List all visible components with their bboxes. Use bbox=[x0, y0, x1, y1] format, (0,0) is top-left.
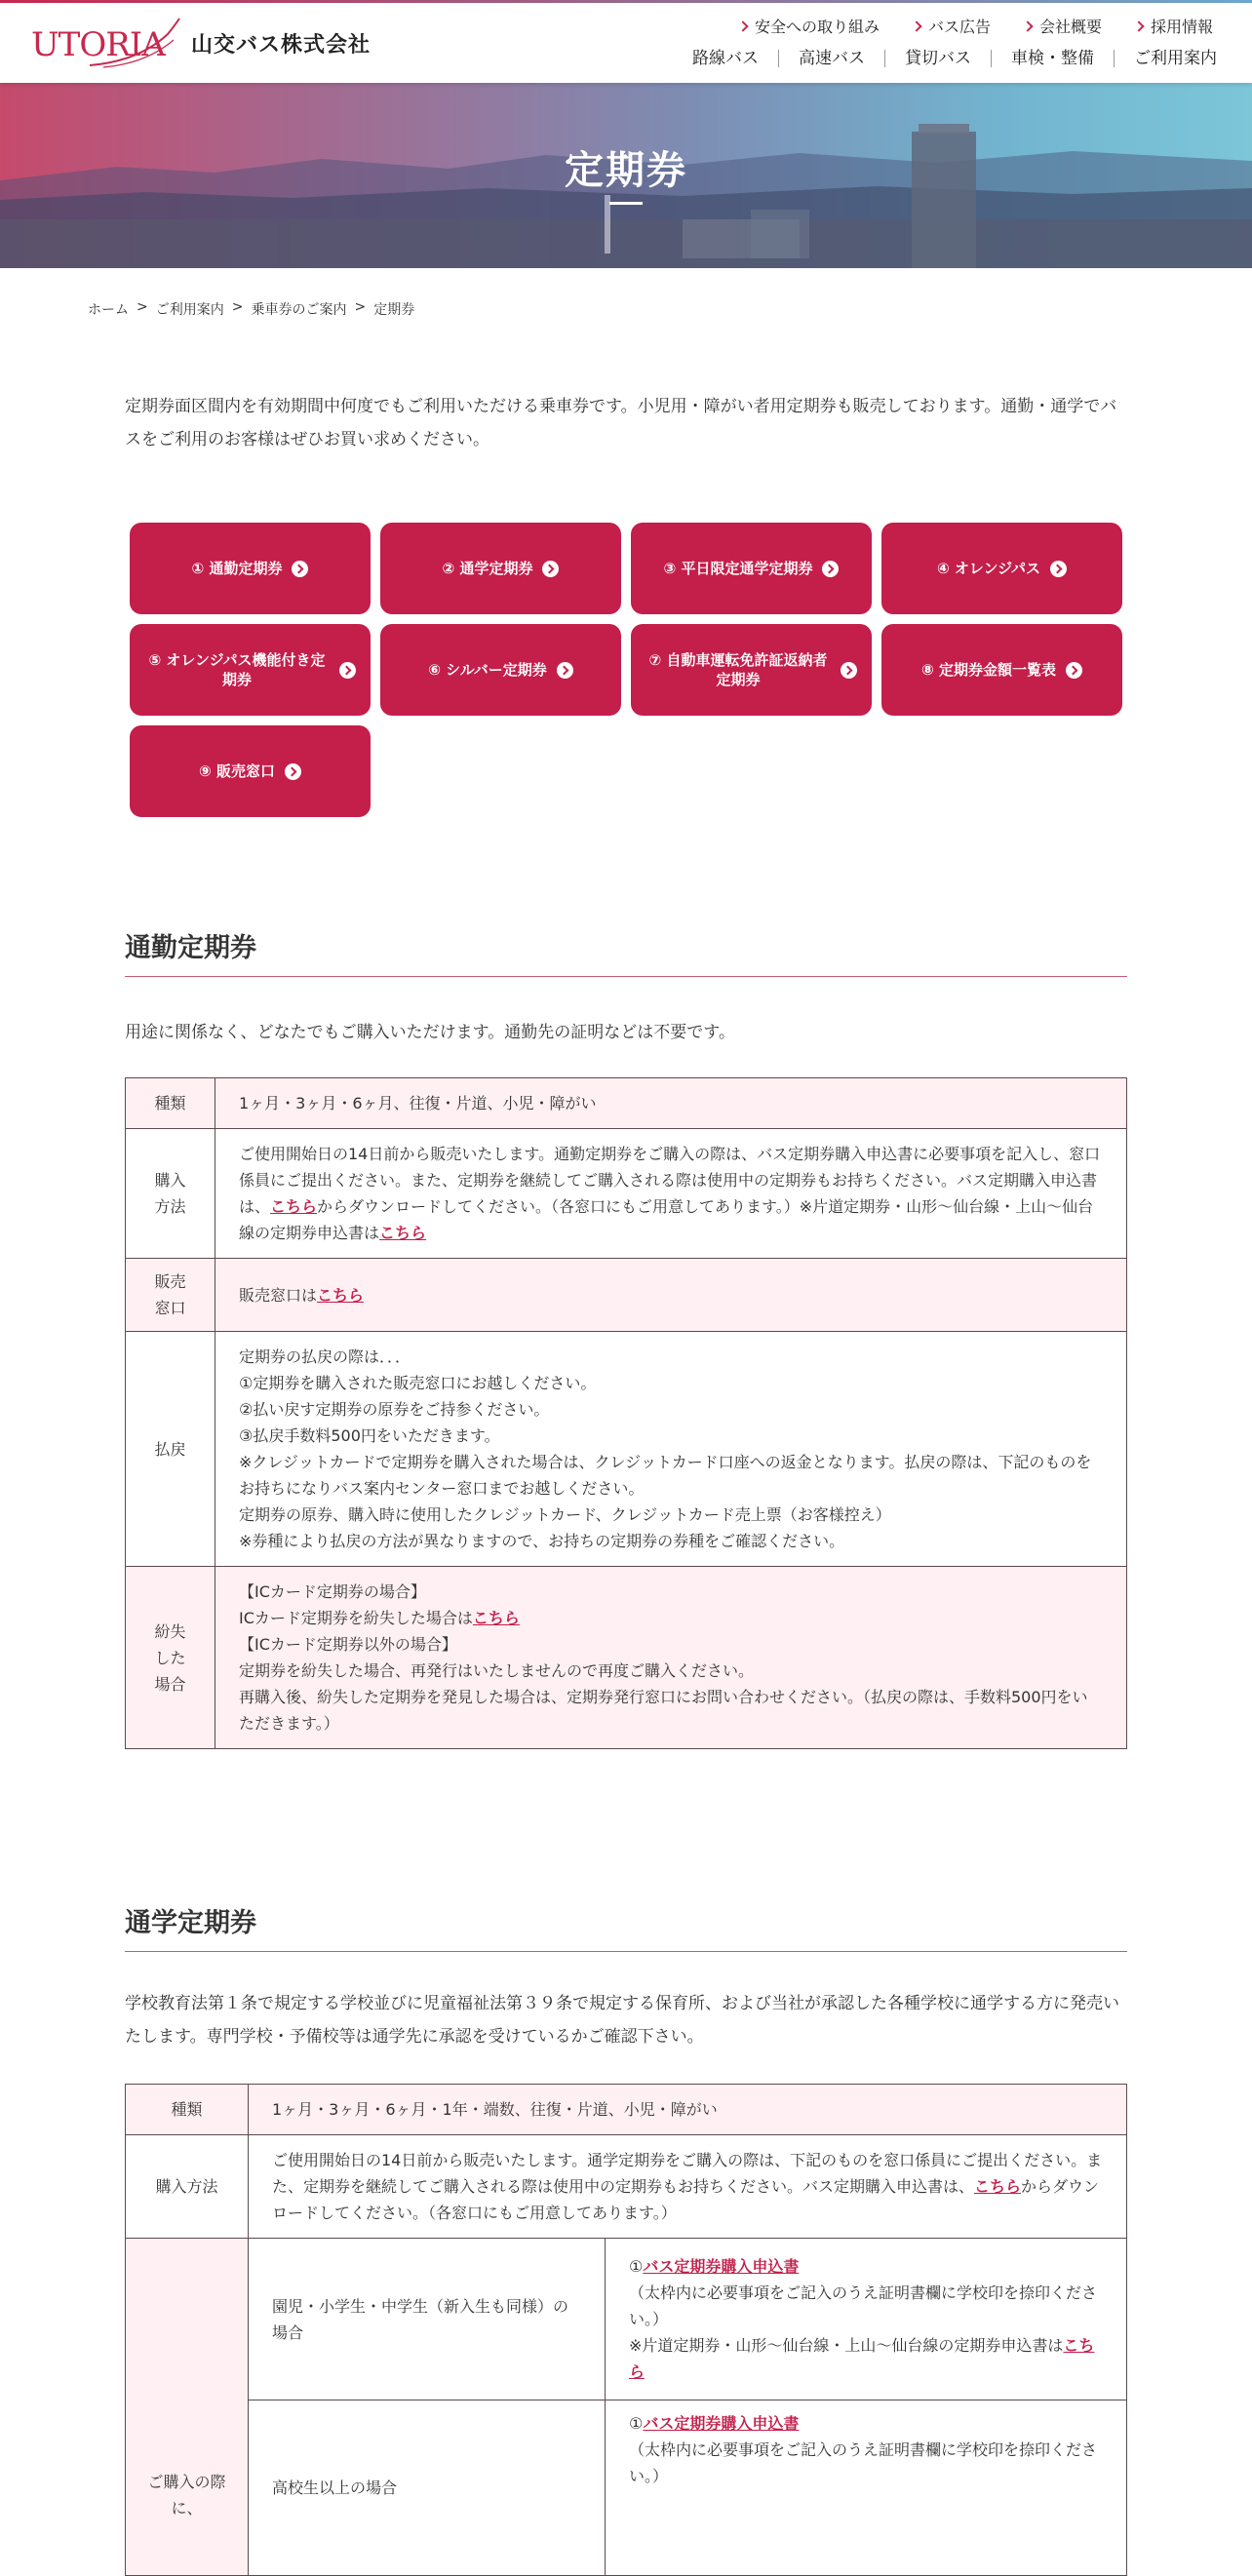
row-value-purchase bbox=[249, 2135, 1127, 2239]
row-value-refund bbox=[215, 1332, 1127, 1567]
page-title: 定期券 bbox=[565, 147, 687, 193]
intro-text: 定期券面区間内を有効期間中何度でもご利用いただける乗車券です。小児用・障がい者用定期券も販売しております。通勤・通学でバスをご利用のお客様はぜひお買い求めください。 bbox=[125, 397, 1117, 449]
purchase-form-link[interactable]: バス定期券購入申込書 bbox=[643, 2414, 800, 2433]
table-row bbox=[126, 2400, 1127, 2576]
button-label: ⑨ 販売窓口 bbox=[199, 762, 275, 780]
table-row bbox=[126, 1567, 1127, 1749]
form-line bbox=[629, 2410, 1103, 2437]
button-label: ① 通勤定期券 bbox=[191, 560, 283, 577]
arrow-circle-icon bbox=[285, 763, 301, 780]
row-label-type: 種類 bbox=[126, 2085, 249, 2135]
utility-nav bbox=[739, 15, 1213, 37]
label-text: 購入方法 bbox=[154, 1171, 186, 1216]
main-nav-inspection[interactable]: 車検・整備 bbox=[991, 50, 1114, 67]
section-title-commute: 通勤定期券 bbox=[125, 926, 1127, 977]
row-label-when bbox=[126, 2239, 249, 2576]
svg-text:UTORIA: UTORIA bbox=[31, 25, 165, 64]
table-row bbox=[126, 2135, 1127, 2239]
table-row bbox=[126, 1332, 1127, 1567]
refund-line: ①定期券を購入された販売窓口にお越しください。 bbox=[239, 1374, 597, 1392]
lost-line: 定期券を紛失した場合、再発行はいたしませんので再度ご購入ください。 bbox=[239, 1661, 755, 1680]
refund-line: 定期券の原券、購入時に使用したクレジットカード、クレジットカード売上票（お客様控え） bbox=[239, 1505, 891, 1524]
lost-line bbox=[239, 1605, 1103, 1631]
purchase-form-link[interactable]: バス定期券購入申込書 bbox=[643, 2257, 800, 2276]
extra-text: ※片道定期券・山形〜仙台線・上山〜仙台線の定期券申込書は bbox=[629, 2336, 1064, 2355]
button-label: ⑧ 定期券金額一覧表 bbox=[921, 661, 1056, 679]
row-label-purchase: 購入方法 bbox=[126, 2135, 249, 2239]
label-text: 紛失した場合 bbox=[154, 1621, 186, 1694]
button-label: ⑤ オレンジパス機能付き定期券 bbox=[148, 651, 326, 688]
row-label-lost bbox=[126, 1567, 215, 1749]
main-nav-route-bus[interactable]: 路線バス bbox=[692, 49, 759, 68]
section-lead-school: 学校教育法第１条で規定する学校並びに児童福祉法第３９条で規定する保育所、および当社が承認した各種学校に通学する方に発売いたします。専門学校・予備校等は通学先に承認を受けているかご確認下さい。 bbox=[125, 1994, 1119, 2047]
section-lead-commute: 用途に関係なく、どなたでもご購入いただけます。通勤先の証明などは不要です。 bbox=[125, 1023, 735, 1042]
breadcrumb-separator: > bbox=[231, 299, 244, 315]
title-underline bbox=[609, 202, 643, 205]
main-nav bbox=[673, 50, 1217, 67]
row-label-purchase bbox=[126, 1129, 215, 1259]
util-nav-label: 採用情報 bbox=[1150, 18, 1213, 36]
arrow-circle-icon bbox=[822, 561, 839, 577]
button-label: ③ 平日限定通学定期券 bbox=[663, 560, 813, 577]
main-nav-guide[interactable]: ご利用案内 bbox=[1114, 50, 1217, 67]
purchase-text: ご使用開始日の14日前から販売いたします。通勤定期券をご購入の際は、バス定期券購入申込書に必要事項を記入し、窓口係員にご提出ください。また、定期券を継続してご購入される際は使用中の定期券もお持ちください。バス定期購入申込書は、 bbox=[239, 1145, 1101, 1216]
purchase-text: からダウンロードしてください。（各窓口にもご用意してあります。） bbox=[272, 2177, 1100, 2222]
download-form-link[interactable]: こちら bbox=[270, 1197, 318, 1216]
refund-line: 定期券の払戻の際は．．． bbox=[239, 1347, 411, 1366]
purchase-text: からダウンロードしてください。（各窓口にもご用意してあります。）※片道定期券・山形〜仙台線・上山〜仙台線の定期券申込書は bbox=[239, 1197, 1094, 1242]
arrow-circle-icon bbox=[339, 662, 356, 679]
button-label: ② 通学定期券 bbox=[442, 560, 533, 577]
sales-counter-link[interactable]: こちら bbox=[317, 1285, 365, 1305]
button-label: ⑦ 自動車運転免許証返納者定期券 bbox=[648, 651, 828, 688]
main-nav-highway-bus[interactable]: 高速バス bbox=[778, 50, 884, 67]
anchor-silver-pass[interactable] bbox=[380, 624, 621, 716]
anchor-school-pass[interactable] bbox=[380, 523, 621, 614]
util-nav-label: バス広告 bbox=[927, 18, 991, 36]
anchor-orange-pass[interactable] bbox=[881, 523, 1122, 614]
table-row bbox=[126, 2085, 1127, 2135]
row-value-type: 1ヶ月・3ヶ月・6ヶ月・1年・端数、往復・片道、小児・障がい bbox=[249, 2085, 1127, 2135]
form-line bbox=[629, 2253, 1103, 2280]
anchor-weekday-school-pass[interactable] bbox=[631, 523, 872, 614]
table-row bbox=[126, 1259, 1127, 1332]
lost-line: 再購入後、紛失した定期券を発見した場合は、定期券発行窓口にお問い合わせください。（払戻の際は、手数料500円をいただきます。） bbox=[239, 1688, 1088, 1733]
commute-pass-table bbox=[125, 1077, 1127, 1749]
row-label-counter bbox=[126, 1259, 215, 1332]
button-label: ⑥ シルバー定期券 bbox=[428, 661, 547, 679]
arrow-circle-icon bbox=[292, 561, 308, 577]
form-extra bbox=[629, 2332, 1103, 2385]
section-title-school: 通学定期券 bbox=[125, 1901, 1127, 1952]
chevron-right-icon bbox=[1133, 20, 1144, 31]
row-value-purchase bbox=[215, 1129, 1127, 1259]
arrow-circle-icon bbox=[1066, 662, 1082, 679]
chevron-right-icon bbox=[737, 20, 748, 31]
arrow-circle-icon bbox=[841, 662, 857, 679]
oneway-form-link[interactable]: こちら bbox=[629, 2336, 1095, 2381]
refund-line: ※券種により払戻の方法が異なりますので、お持ちの定期券の券種をご確認ください。 bbox=[239, 1532, 845, 1550]
anchor-sales-counter[interactable] bbox=[130, 725, 371, 817]
anchor-license-return-pass[interactable] bbox=[631, 624, 872, 716]
anchor-orange-pass-combo[interactable] bbox=[130, 624, 371, 716]
util-nav-bus-ads[interactable] bbox=[913, 15, 991, 37]
main-nav-charter-bus[interactable]: 貸切バス bbox=[884, 50, 991, 67]
purchase-text: ご使用開始日の14日前から販売いたします。通学定期券をご購入の際は、下記のものを窓口係員にご提出ください。また、定期券を継続してご購入される際は使用中の定期券もお持ちください。バス定期購入申込書は、 bbox=[272, 2151, 1103, 2196]
logo[interactable] bbox=[31, 13, 371, 73]
lost-line: 【ICカード定期券の場合】 bbox=[239, 1582, 426, 1601]
button-label: ④ オレンジパス bbox=[936, 560, 1041, 577]
list-marker: ① bbox=[629, 2257, 644, 2276]
util-nav-company[interactable] bbox=[1024, 15, 1102, 37]
site-header bbox=[0, 3, 1252, 83]
hero-banner bbox=[0, 83, 1252, 268]
lost-text: ICカード定期券を紛失した場合は bbox=[239, 1609, 473, 1627]
breadcrumb bbox=[88, 299, 414, 319]
company-name: 山交バス株式会社 bbox=[191, 32, 372, 58]
table-row bbox=[126, 2239, 1127, 2400]
row-value-lost bbox=[215, 1567, 1127, 1749]
breadcrumb-tickets[interactable]: 乗車券のご案内 bbox=[251, 302, 347, 318]
lost-line: 【ICカード定期券以外の場合】 bbox=[239, 1635, 457, 1654]
refund-line: ②払い戻す定期券の原券をご持参ください。 bbox=[239, 1400, 550, 1419]
chevron-right-icon bbox=[1022, 20, 1033, 31]
utoria-logo-mark bbox=[31, 13, 187, 73]
util-nav-label: 安全への取り組み bbox=[754, 18, 880, 36]
row-label-refund: 払戻 bbox=[126, 1332, 215, 1567]
label-text: 販売窓口 bbox=[154, 1272, 186, 1317]
chevron-right-icon bbox=[911, 20, 921, 31]
row-value-counter bbox=[215, 1259, 1127, 1332]
school-pass-table bbox=[125, 2084, 1127, 2576]
breadcrumb-separator: > bbox=[137, 299, 148, 315]
row-value-type: 1ヶ月・3ヶ月・6ヶ月、往復・片道、小児・障がい bbox=[215, 1078, 1127, 1129]
download-form-link[interactable]: こちら bbox=[974, 2177, 1022, 2196]
list-marker: ① bbox=[629, 2414, 644, 2433]
arrow-circle-icon bbox=[542, 561, 559, 577]
refund-line: ※クレジットカードで定期券を購入された場合は、クレジットカード口座への返金となります。払戻の際は、下記のものをお持ちになりバス案内センター窓口までお越しください。 bbox=[239, 1453, 1092, 1498]
label-text: ご購入の際に、 bbox=[147, 2472, 226, 2517]
anchor-commute-pass[interactable] bbox=[130, 523, 371, 614]
breadcrumb-home[interactable]: ホーム bbox=[88, 302, 129, 318]
table-row bbox=[126, 1078, 1127, 1129]
refund-line: ③払戻手数料500円をいただきます。 bbox=[239, 1426, 500, 1445]
form-note: （太枠内に必要事項をご記入のうえ証明書欄に学校印を捺印ください。） bbox=[629, 2283, 1098, 2328]
breadcrumb-guide[interactable]: ご利用案内 bbox=[155, 302, 224, 318]
row-label-type: 種類 bbox=[126, 1078, 215, 1129]
util-nav-safety[interactable] bbox=[739, 15, 880, 37]
util-nav-label: 会社概要 bbox=[1038, 18, 1102, 36]
sub-value-elementary bbox=[606, 2239, 1127, 2400]
breadcrumb-separator: > bbox=[354, 299, 367, 315]
util-nav-recruit[interactable] bbox=[1135, 15, 1213, 37]
form-note: （太枠内に必要事項をご記入のうえ証明書欄に学校印を捺印ください。） bbox=[629, 2440, 1098, 2485]
counter-text: 販売窓口は bbox=[239, 1285, 318, 1305]
sub-label-highschool: 高校生以上の場合 bbox=[249, 2400, 606, 2576]
sub-value-highschool bbox=[606, 2400, 1127, 2576]
ic-card-lost-link[interactable]: こちら bbox=[472, 1609, 520, 1627]
sub-label-elementary: 園児・小学生・中学生（新入生も同様）の場合 bbox=[249, 2239, 606, 2400]
anchor-button-grid bbox=[130, 523, 1122, 817]
table-row bbox=[126, 1129, 1127, 1259]
anchor-price-list[interactable] bbox=[881, 624, 1122, 716]
arrow-circle-icon bbox=[557, 662, 573, 679]
breadcrumb-current: 定期券 bbox=[373, 302, 415, 318]
oneway-form-link[interactable]: こちら bbox=[379, 1224, 427, 1242]
arrow-circle-icon bbox=[1050, 561, 1067, 577]
